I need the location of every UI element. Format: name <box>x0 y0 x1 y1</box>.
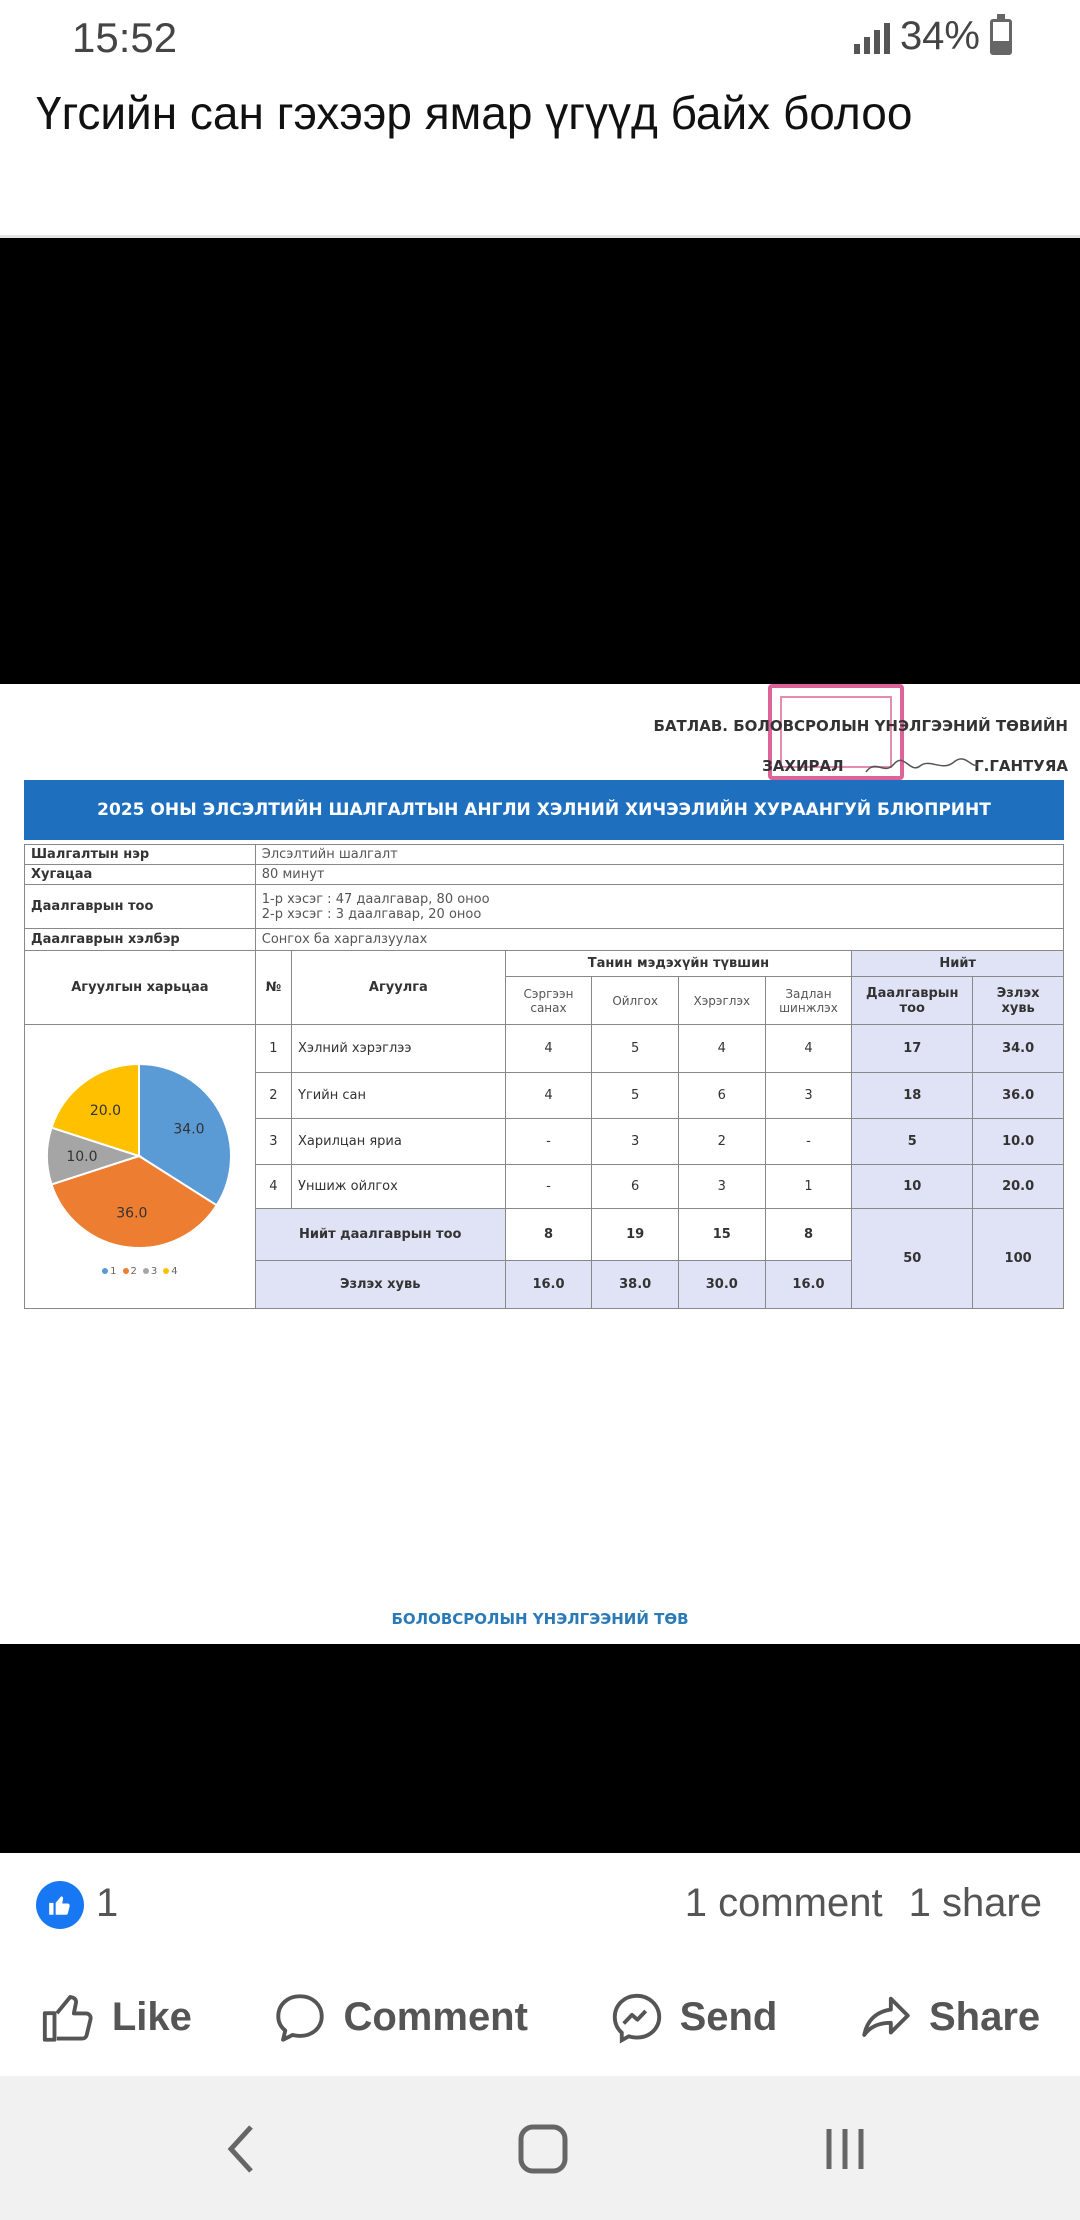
row-pct: 10.0 <box>973 1119 1064 1165</box>
home-icon <box>515 2121 571 2177</box>
info-value: 80 минут <box>255 865 1063 885</box>
post-image[interactable] <box>0 238 1080 1853</box>
row-pct: 36.0 <box>973 1073 1064 1119</box>
info-value <box>255 885 1063 929</box>
cell: 4 <box>505 1025 592 1073</box>
info-value-line2: 2-р хэсэг : 3 даалгавар, 20 оноо <box>261 906 482 922</box>
signal-icon <box>854 20 890 54</box>
row-count: 18 <box>852 1073 973 1119</box>
row-name: Харилцан яриа <box>292 1119 506 1165</box>
shares-label: Эзлэх хувь <box>255 1261 505 1309</box>
level-header: Задлан шинжлэх <box>765 977 852 1025</box>
legend-item-2: 2 <box>123 1266 137 1277</box>
legend-item-3: 3 <box>143 1266 157 1277</box>
share-cell: 30.0 <box>678 1261 765 1309</box>
info-value: Сонгох ба харгалзуулах <box>255 929 1063 951</box>
share-cell: 16.0 <box>505 1261 592 1309</box>
pie-chart <box>31 1056 247 1256</box>
status-bar <box>0 0 1080 76</box>
system-nav-bar <box>0 2076 1080 2220</box>
blueprint-table <box>24 844 1064 1309</box>
cell: 4 <box>505 1073 592 1119</box>
approval-title: ЗАХИРАЛ <box>762 757 844 775</box>
header-task-count: Даалгаврын тоо <box>852 977 973 1025</box>
row-count: 10 <box>852 1165 973 1209</box>
share-count[interactable]: 1 share <box>908 1881 1042 1925</box>
pie-label-1: 34.0 <box>173 1121 205 1138</box>
like-count[interactable]: 1 <box>96 1881 119 1925</box>
row-count: 17 <box>852 1025 973 1073</box>
total-cell: 8 <box>505 1209 592 1261</box>
messenger-icon <box>608 1989 666 2047</box>
signature <box>862 754 982 778</box>
send-button[interactable] <box>608 1989 778 2047</box>
grand-count: 50 <box>852 1209 973 1309</box>
pie-label-3: 10.0 <box>66 1149 98 1165</box>
header-total: Нийт <box>852 951 1064 977</box>
table-row <box>25 1025 1064 1073</box>
post-text: Үгсийн сан гэхээр ямар үгүүд байх болоо <box>36 87 913 139</box>
share-icon <box>857 1989 915 2047</box>
row-num: 1 <box>255 1025 291 1073</box>
header-cognitive: Танин мэдэхүйн түвшин <box>505 951 852 977</box>
total-cell: 19 <box>592 1209 679 1261</box>
legend-item-4: 4 <box>163 1266 177 1277</box>
row-num: 3 <box>255 1119 291 1165</box>
info-value: Элсэлтийн шалгалт <box>255 845 1063 865</box>
battery-percent: 34% <box>899 14 980 58</box>
back-icon <box>221 2121 261 2177</box>
share-cell: 38.0 <box>592 1261 679 1309</box>
cell: 6 <box>592 1165 679 1209</box>
level-header: Хэрэглэх <box>678 977 765 1025</box>
cell: 5 <box>592 1025 679 1073</box>
info-label: Шалгалтын нэр <box>25 845 256 865</box>
pie-legend <box>31 1266 249 1277</box>
info-label: Даалгаврын тоо <box>25 885 256 929</box>
share-label: Share <box>928 1995 1041 2039</box>
status-icons <box>854 14 1012 59</box>
level-header: Ойлгох <box>592 977 679 1025</box>
info-label: Хугацаа <box>25 865 256 885</box>
approval-name: Г.ГАНТУЯА <box>974 757 1068 775</box>
home-button[interactable] <box>508 2116 578 2182</box>
pie-label-2: 36.0 <box>116 1205 148 1222</box>
like-label: Like <box>111 1995 192 2039</box>
row-name: Үгийн сан <box>292 1073 506 1119</box>
header-content: Агуулга <box>292 951 506 1025</box>
share-button[interactable] <box>857 1989 1040 2047</box>
engagement-counts <box>685 1881 1042 1926</box>
grand-pct: 100 <box>973 1209 1064 1309</box>
row-pct: 20.0 <box>973 1165 1064 1209</box>
send-label: Send <box>679 1995 778 2039</box>
cell: 3 <box>765 1073 852 1119</box>
cell: 5 <box>592 1073 679 1119</box>
total-cell: 15 <box>678 1209 765 1261</box>
totals-label: Нийт даалгаврын тоо <box>255 1209 505 1261</box>
like-button[interactable] <box>40 1989 192 2047</box>
back-button[interactable] <box>206 2116 276 2182</box>
pie-label-4: 20.0 <box>89 1102 122 1119</box>
cell: 1 <box>765 1165 852 1209</box>
reactions-bar <box>0 1853 1080 1958</box>
recents-button[interactable] <box>810 2116 880 2182</box>
row-name: Уншиж ойлгох <box>292 1165 506 1209</box>
row-pct: 34.0 <box>973 1025 1064 1073</box>
approval-line1: БАТЛАВ. БОЛОВСРОЛЫН ҮНЭЛГЭЭНИЙ ТӨВИЙН <box>653 717 1068 735</box>
header-share: Эзлэх хувь <box>973 977 1064 1025</box>
like-reaction-icon[interactable] <box>36 1881 84 1929</box>
recents-icon <box>817 2121 873 2177</box>
comment-button[interactable] <box>271 1989 527 2047</box>
row-num: 4 <box>255 1165 291 1209</box>
cell: 4 <box>765 1025 852 1073</box>
level-header: Сэргээн санах <box>505 977 592 1025</box>
approval-block <box>654 706 1068 786</box>
legend-item-1: 1 <box>102 1266 116 1277</box>
comment-icon <box>271 1989 329 2047</box>
header-num: № <box>255 951 291 1025</box>
cell: 3 <box>592 1119 679 1165</box>
cell: - <box>505 1119 592 1165</box>
thumbs-up-icon <box>40 1989 98 2047</box>
cell: - <box>505 1165 592 1209</box>
cell: 4 <box>678 1025 765 1073</box>
share-cell: 16.0 <box>765 1261 852 1309</box>
info-label: Даалгаврын хэлбэр <box>25 929 256 951</box>
cell: 2 <box>678 1119 765 1165</box>
cell: 6 <box>678 1073 765 1119</box>
row-num: 2 <box>255 1073 291 1119</box>
pie-chart-cell <box>25 1025 256 1309</box>
cell: - <box>765 1119 852 1165</box>
total-cell: 8 <box>765 1209 852 1261</box>
row-name: Хэлний хэрэглээ <box>292 1025 506 1073</box>
info-value-line1: 1-р хэсэг : 47 даалгавар, 80 оноо <box>261 891 490 907</box>
document-footer: БОЛОВСРОЛЫН ҮНЭЛГЭЭНИЙ ТӨВ <box>391 1610 689 1628</box>
row-count: 5 <box>852 1119 973 1165</box>
header-ratio: Агуулгын харьцаа <box>25 951 256 1025</box>
battery-icon <box>990 19 1012 55</box>
blueprint-document <box>0 684 1080 1644</box>
status-time: 15:52 <box>72 14 178 61</box>
comment-count[interactable]: 1 comment <box>684 1881 883 1925</box>
comment-label: Comment <box>343 1995 528 2039</box>
action-bar <box>0 1960 1080 2075</box>
cell: 3 <box>678 1165 765 1209</box>
document-title: 2025 ОНЫ ЭЛСЭЛТИЙН ШАЛГАЛТЫН АНГЛИ ХЭЛНИЙ ХИЧЭЭЛИЙН ХУРААНГУЙ БЛЮПРИНТ <box>24 780 1064 840</box>
